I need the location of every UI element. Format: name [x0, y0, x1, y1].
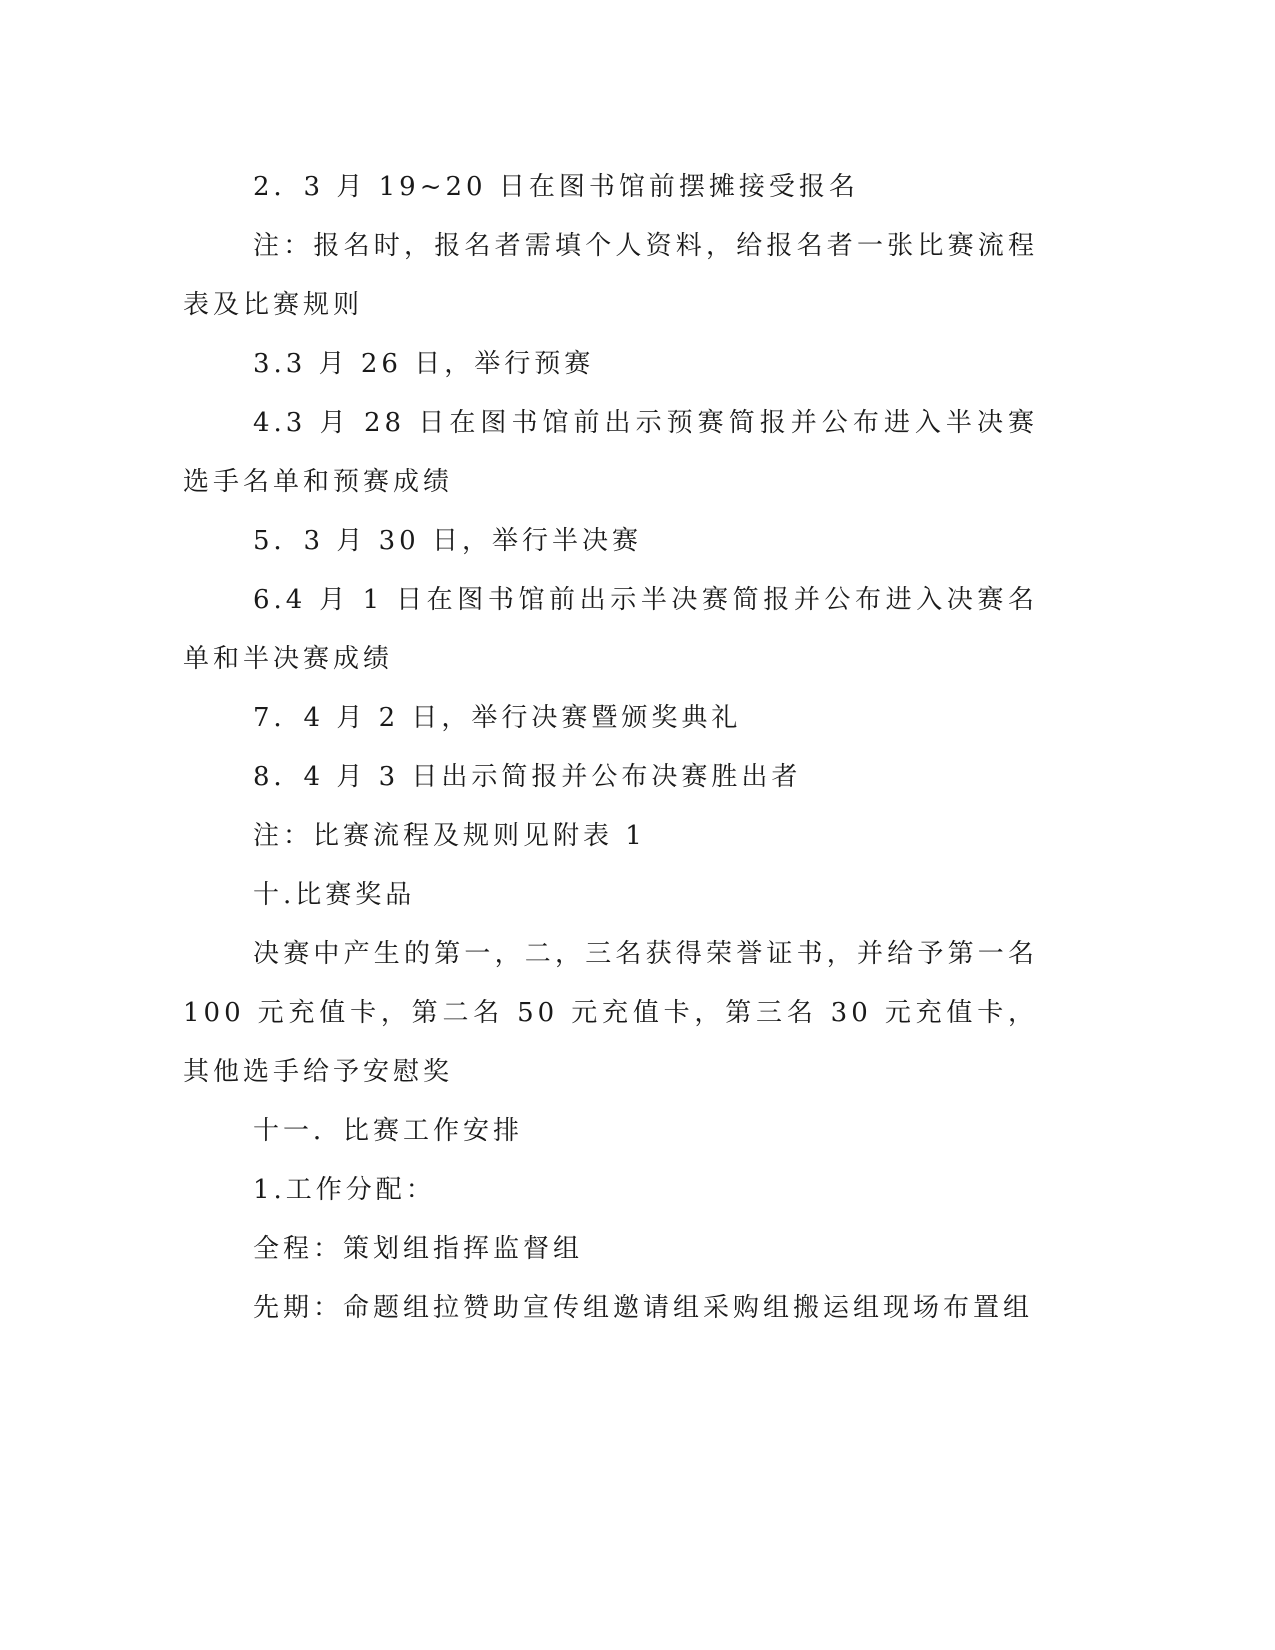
- paragraph-whole-process: 全程：策划组指挥监督组: [253, 1234, 584, 1264]
- section-heading-work-arrangement: 十一．比赛工作安排: [253, 1116, 524, 1146]
- paragraph-final: 7．4 月 2 日，举行决赛暨颁奖典礼: [253, 703, 742, 733]
- paragraph-early-stage: 先期：命题组拉赞助宣传组邀请组采购组搬运组现场布置组: [253, 1293, 1034, 1323]
- paragraph-preliminary: 3.3 月 26 日，举行预赛: [253, 349, 595, 379]
- paragraph-work-allocation: 1.工作分配：: [253, 1175, 436, 1205]
- paragraph-registration: 2．3 月 19~20 日在图书馆前摆摊接受报名: [253, 172, 859, 202]
- paragraph-registration-note: 注：报名时，报名者需填个人资料，给报名者一张比赛流程表及比赛规则: [183, 231, 1038, 320]
- paragraph-preliminary-results: 4.3 月 28 日在图书馆前出示预赛简报并公布进入半决赛选手名单和预赛成绩: [183, 408, 1038, 497]
- paragraph-semifinal-results: 6.4 月 1 日在图书馆前出示半决赛简报并公布进入决赛名单和半决赛成绩: [183, 585, 1038, 674]
- paragraph-prizes: 决赛中产生的第一，二，三名获得荣誉证书，并给予第一名 100 元充值卡，第二名 50 元充值卡，第三名 30 元充值卡，其他选手给予安慰奖: [183, 939, 1038, 1087]
- section-heading-prizes: 十.比赛奖品: [253, 880, 416, 910]
- paragraph-final-results: 8．4 月 3 日出示简报并公布决赛胜出者: [253, 762, 802, 792]
- paragraph-rules-note: 注：比赛流程及规则见附表 1: [253, 821, 646, 851]
- document-body: [183, 158, 1038, 1338]
- paragraph-semifinal: 5．3 月 30 日，举行半决赛: [253, 526, 642, 556]
